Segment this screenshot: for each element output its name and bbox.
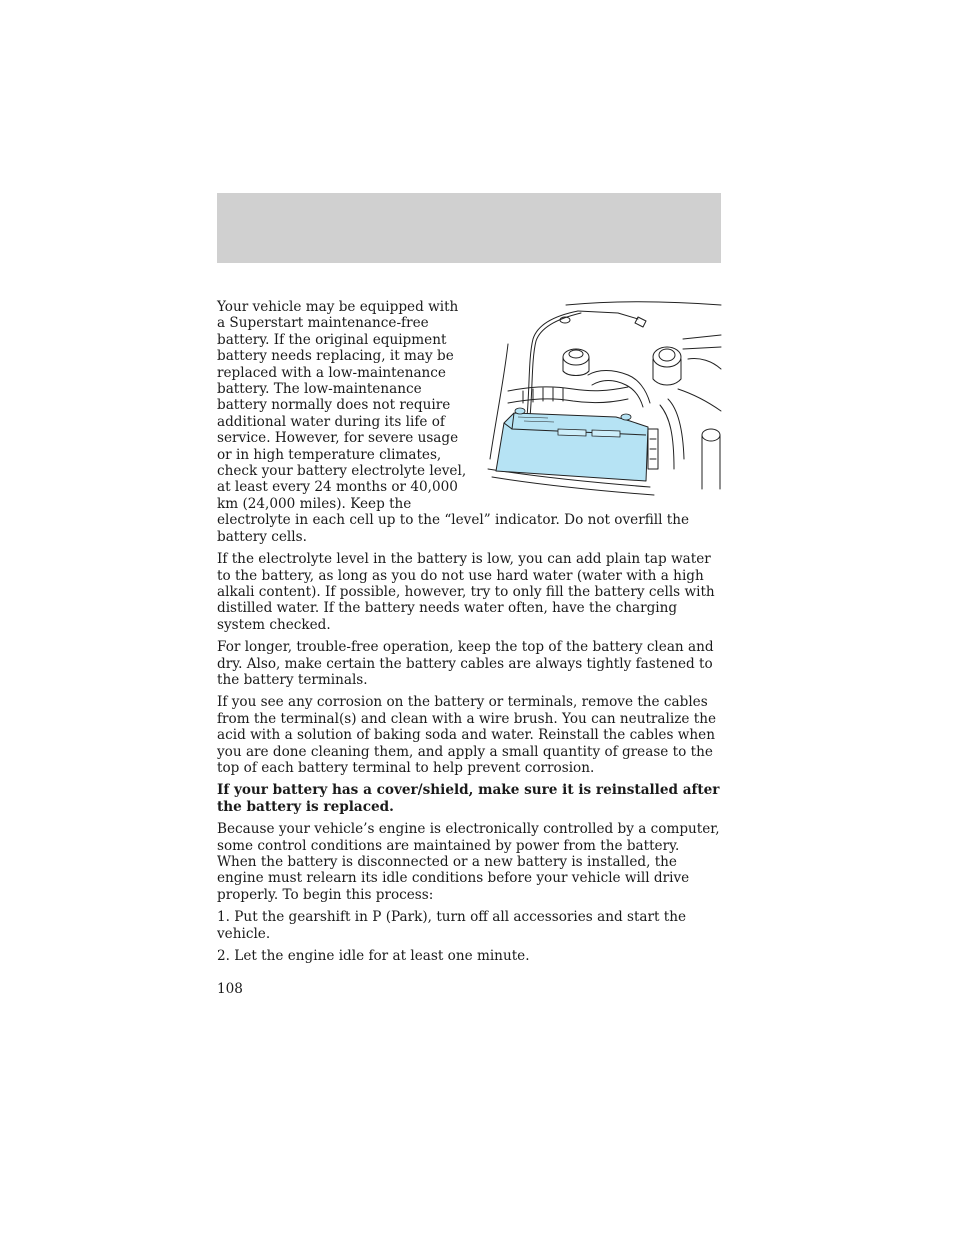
engine-compartment-drawing — [478, 299, 722, 497]
paragraph-battery-care: For longer, trouble-free operation, keep the top of the battery clean and dry. Also, make certain the battery cables are always tightly fastened to the battery terminals. — [217, 639, 714, 688]
paragraph-corrosion: If you see any corrosion on the battery or terminals, remove the cables from the terminal(s) and clean with a wire brush. You can neutralize the acid with a solution of baking soda and water. Reinstall the cables when you are done cleaning them, and apply a small quantity of grease to the top of each battery terminal to help prevent corrosion. — [217, 694, 717, 776]
step-2: 2. Let the engine idle for at least one minute. — [217, 948, 530, 965]
page-content — [217, 299, 721, 970]
battery-illustration — [478, 299, 722, 497]
paragraph-engine-relearn: Because your vehicle’s engine is electronically controlled by a computer, some control conditions are maintained by power from the battery. When the battery is disconnected or a new battery is installed, the engine must relearn its idle conditions before your vehicle will drive properly. To begin this process: — [217, 821, 720, 903]
paragraph-battery-intro: Your vehicle may be equipped with a Superstart maintenance-free battery. If the original equipment battery needs replacing, it may be replaced with a low-maintenance battery. The low-maintenance battery normally does not require additional water during its life of service. However, for severe usage or in high temperature climates, check your battery electrolyte level, at least every 24 months or 40,000 km (24,000 miles). Keep the electrolyte in each cell up to the “level” indicator. Do not overfill the battery cells. — [217, 299, 690, 545]
section-header-band — [217, 193, 721, 263]
page-number: 108 — [217, 981, 243, 997]
step-1: 1. Put the gearshift in P (Park), turn off all accessories and start the vehicle. — [217, 909, 687, 942]
paragraph-electrolyte-level: If the electrolyte level in the battery is low, you can add plain tap water to the battery, as long as you do not use hard water (water with a high alkali content). If possible, however, try to only fill the battery cells with distilled water. If the battery needs water often, have the charging system checked. — [217, 551, 715, 633]
paragraph-cover-shield-warning: If your battery has a cover/shield, make sure it is reinstalled after the battery is replaced. — [217, 782, 720, 815]
